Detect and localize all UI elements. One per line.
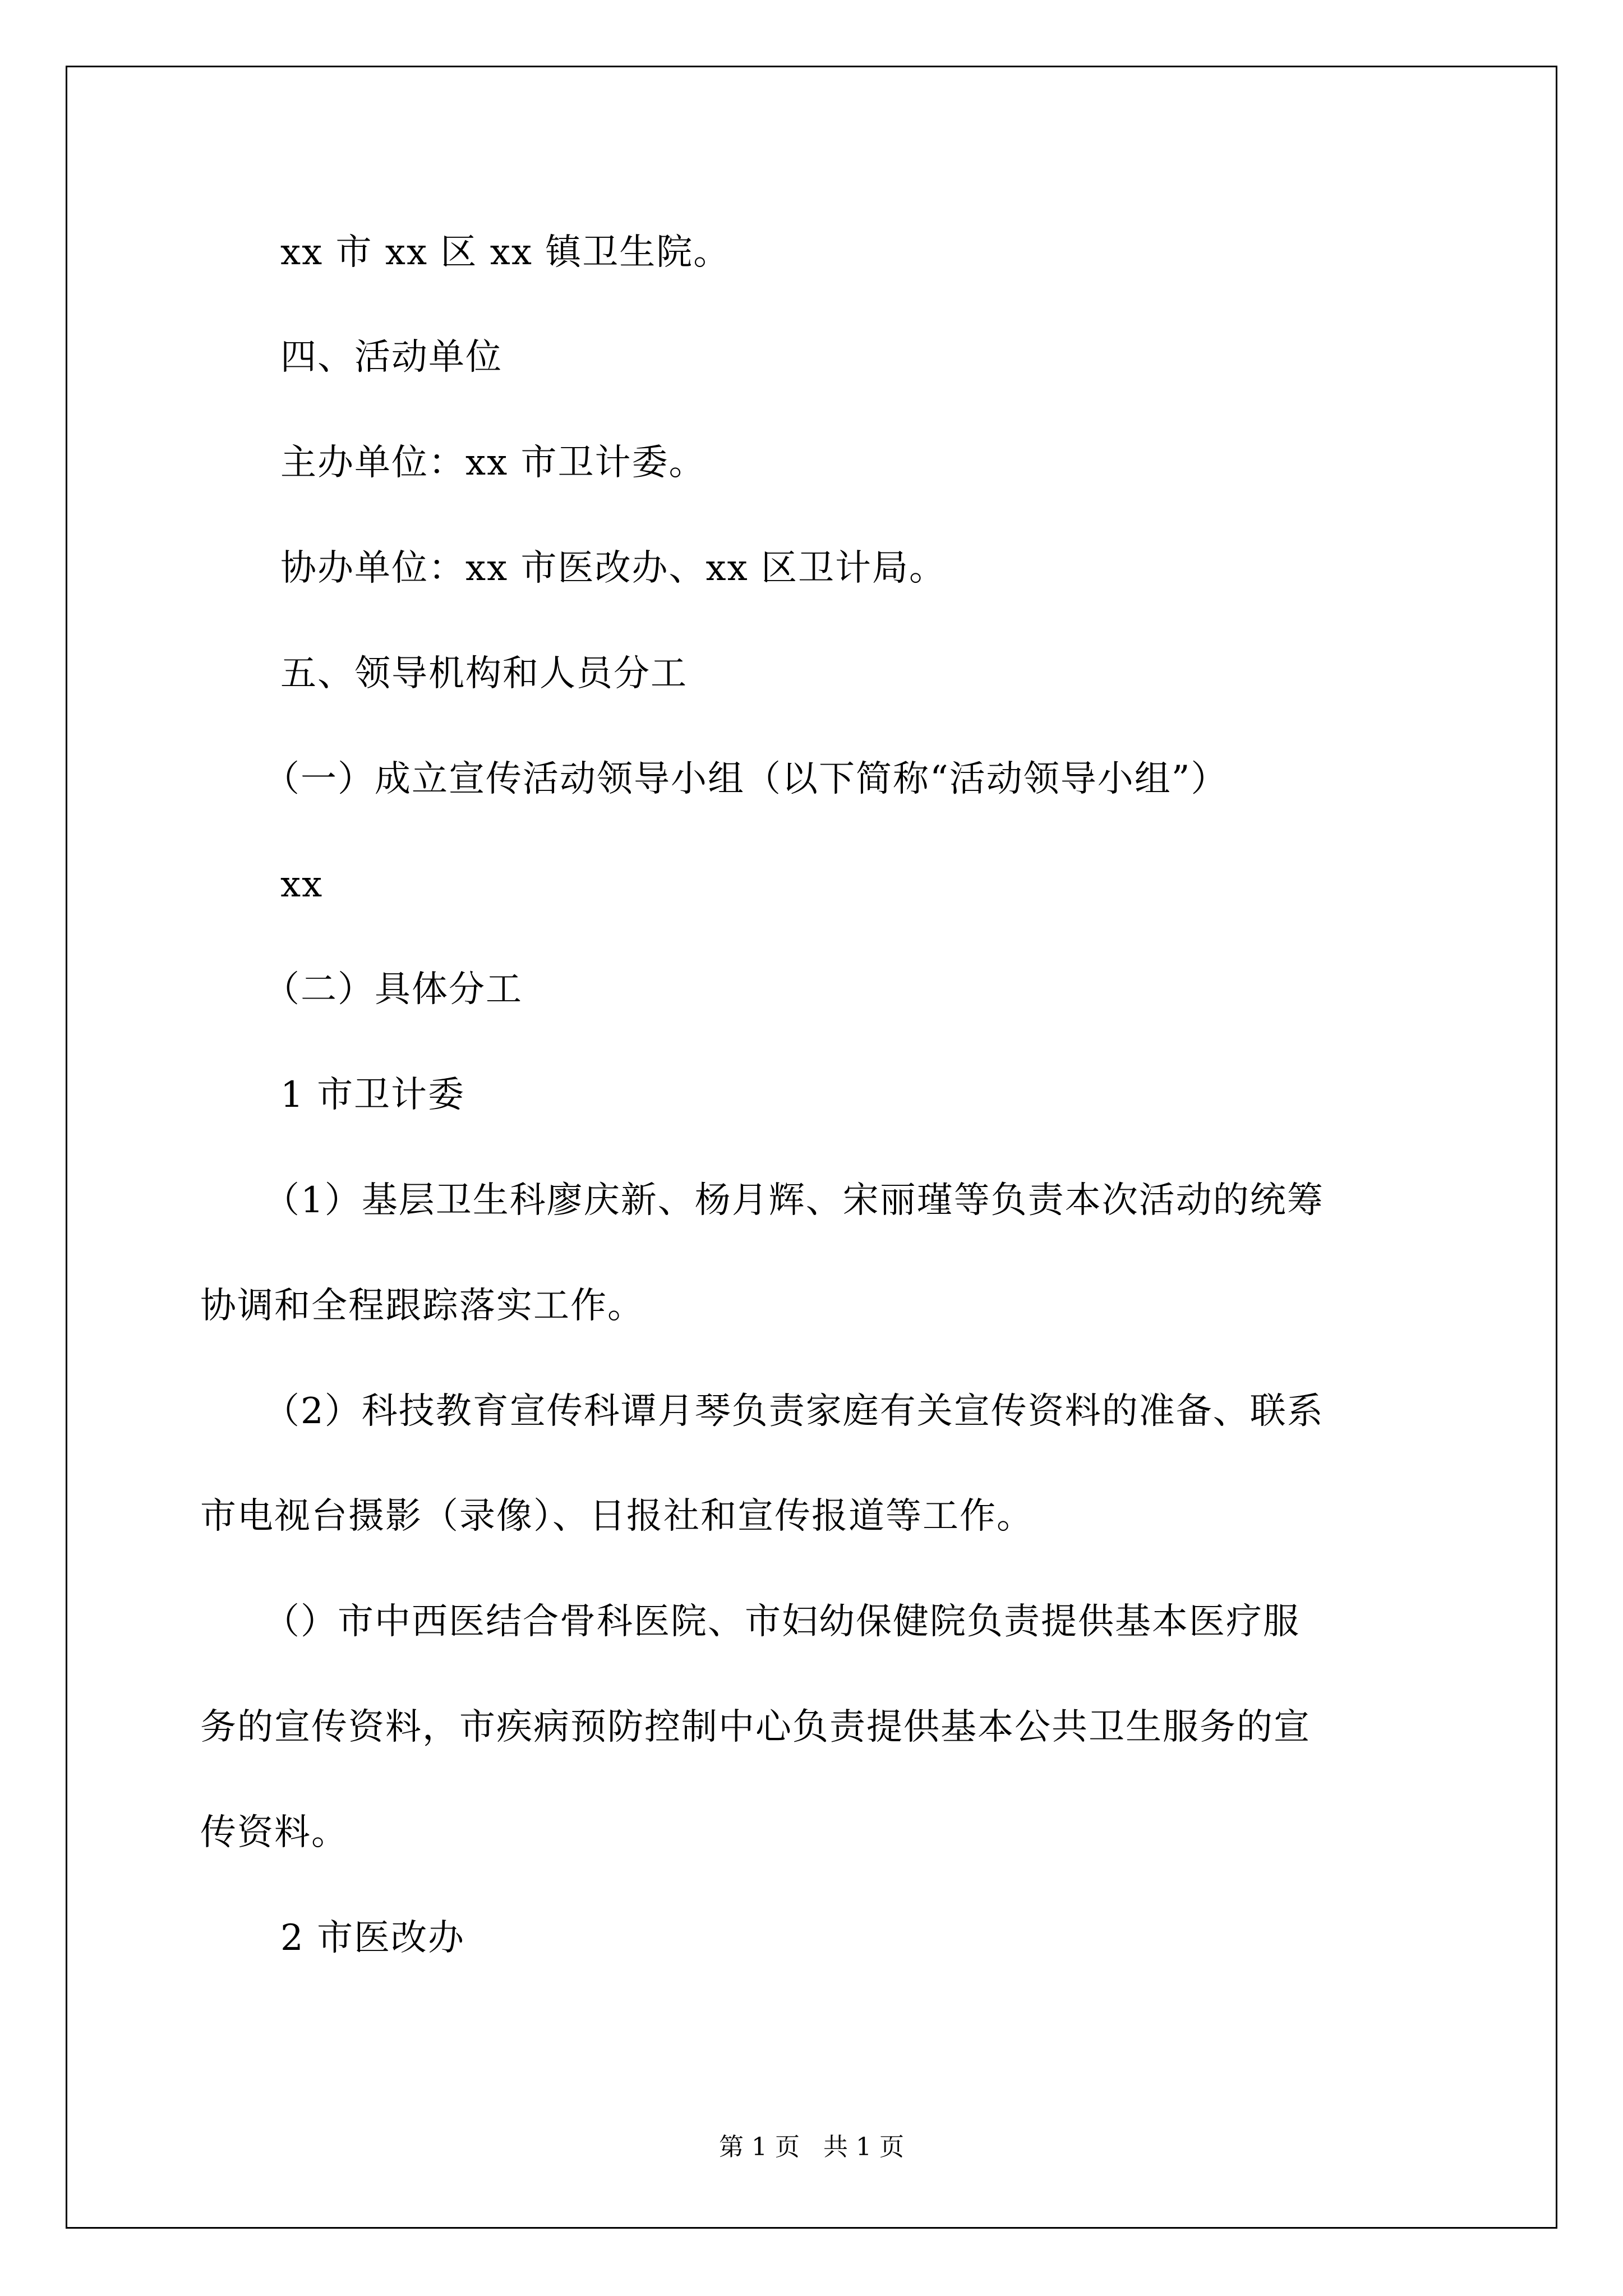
text-line: 1 市卫计委: [280, 1074, 465, 1116]
text-line: 务的宣传资料，市疾病预防控制中心负责提供基本公共卫生服务的宣: [200, 1706, 1311, 1748]
text-line: （）市中西医结合骨科医院、市妇幼保健院负责提供基本医疗服: [264, 1601, 1300, 1642]
subsection-heading: （一）成立宣传活动领导小组（以下简称“活动领导小组”）: [264, 758, 1228, 800]
text-line: 协办单位：xx 市医改办、xx 区卫计局。: [280, 547, 947, 589]
text-line: 2 市医改办: [280, 1917, 465, 1959]
section-heading: 四、活动单位: [280, 337, 502, 378]
text-line: 传资料。: [200, 1812, 348, 1853]
text-line: 协调和全程跟踪落实工作。: [200, 1285, 644, 1327]
text-line: 市电视台摄影（录像）、日报社和宣传报道等工作。: [200, 1496, 1034, 1537]
text-line: （2）科技教育宣传科谭月琴负责家庭有关宣传资料的准备、联系: [264, 1391, 1324, 1432]
text-line: 主办单位：xx 市卫计委。: [280, 442, 706, 484]
text-line: xx 市 xx 区 xx 镇卫生院。: [280, 232, 731, 273]
page-footer: 第 1 页 共 1 页: [719, 2133, 904, 2161]
subsection-heading: （二）具体分工: [264, 969, 523, 1010]
text-line: （1）基层卫生科廖庆新、杨月辉、宋丽瑾等负责本次活动的统筹: [264, 1180, 1324, 1221]
text-line: xx: [280, 864, 324, 905]
section-heading: 五、领导机构和人员分工: [280, 653, 688, 694]
